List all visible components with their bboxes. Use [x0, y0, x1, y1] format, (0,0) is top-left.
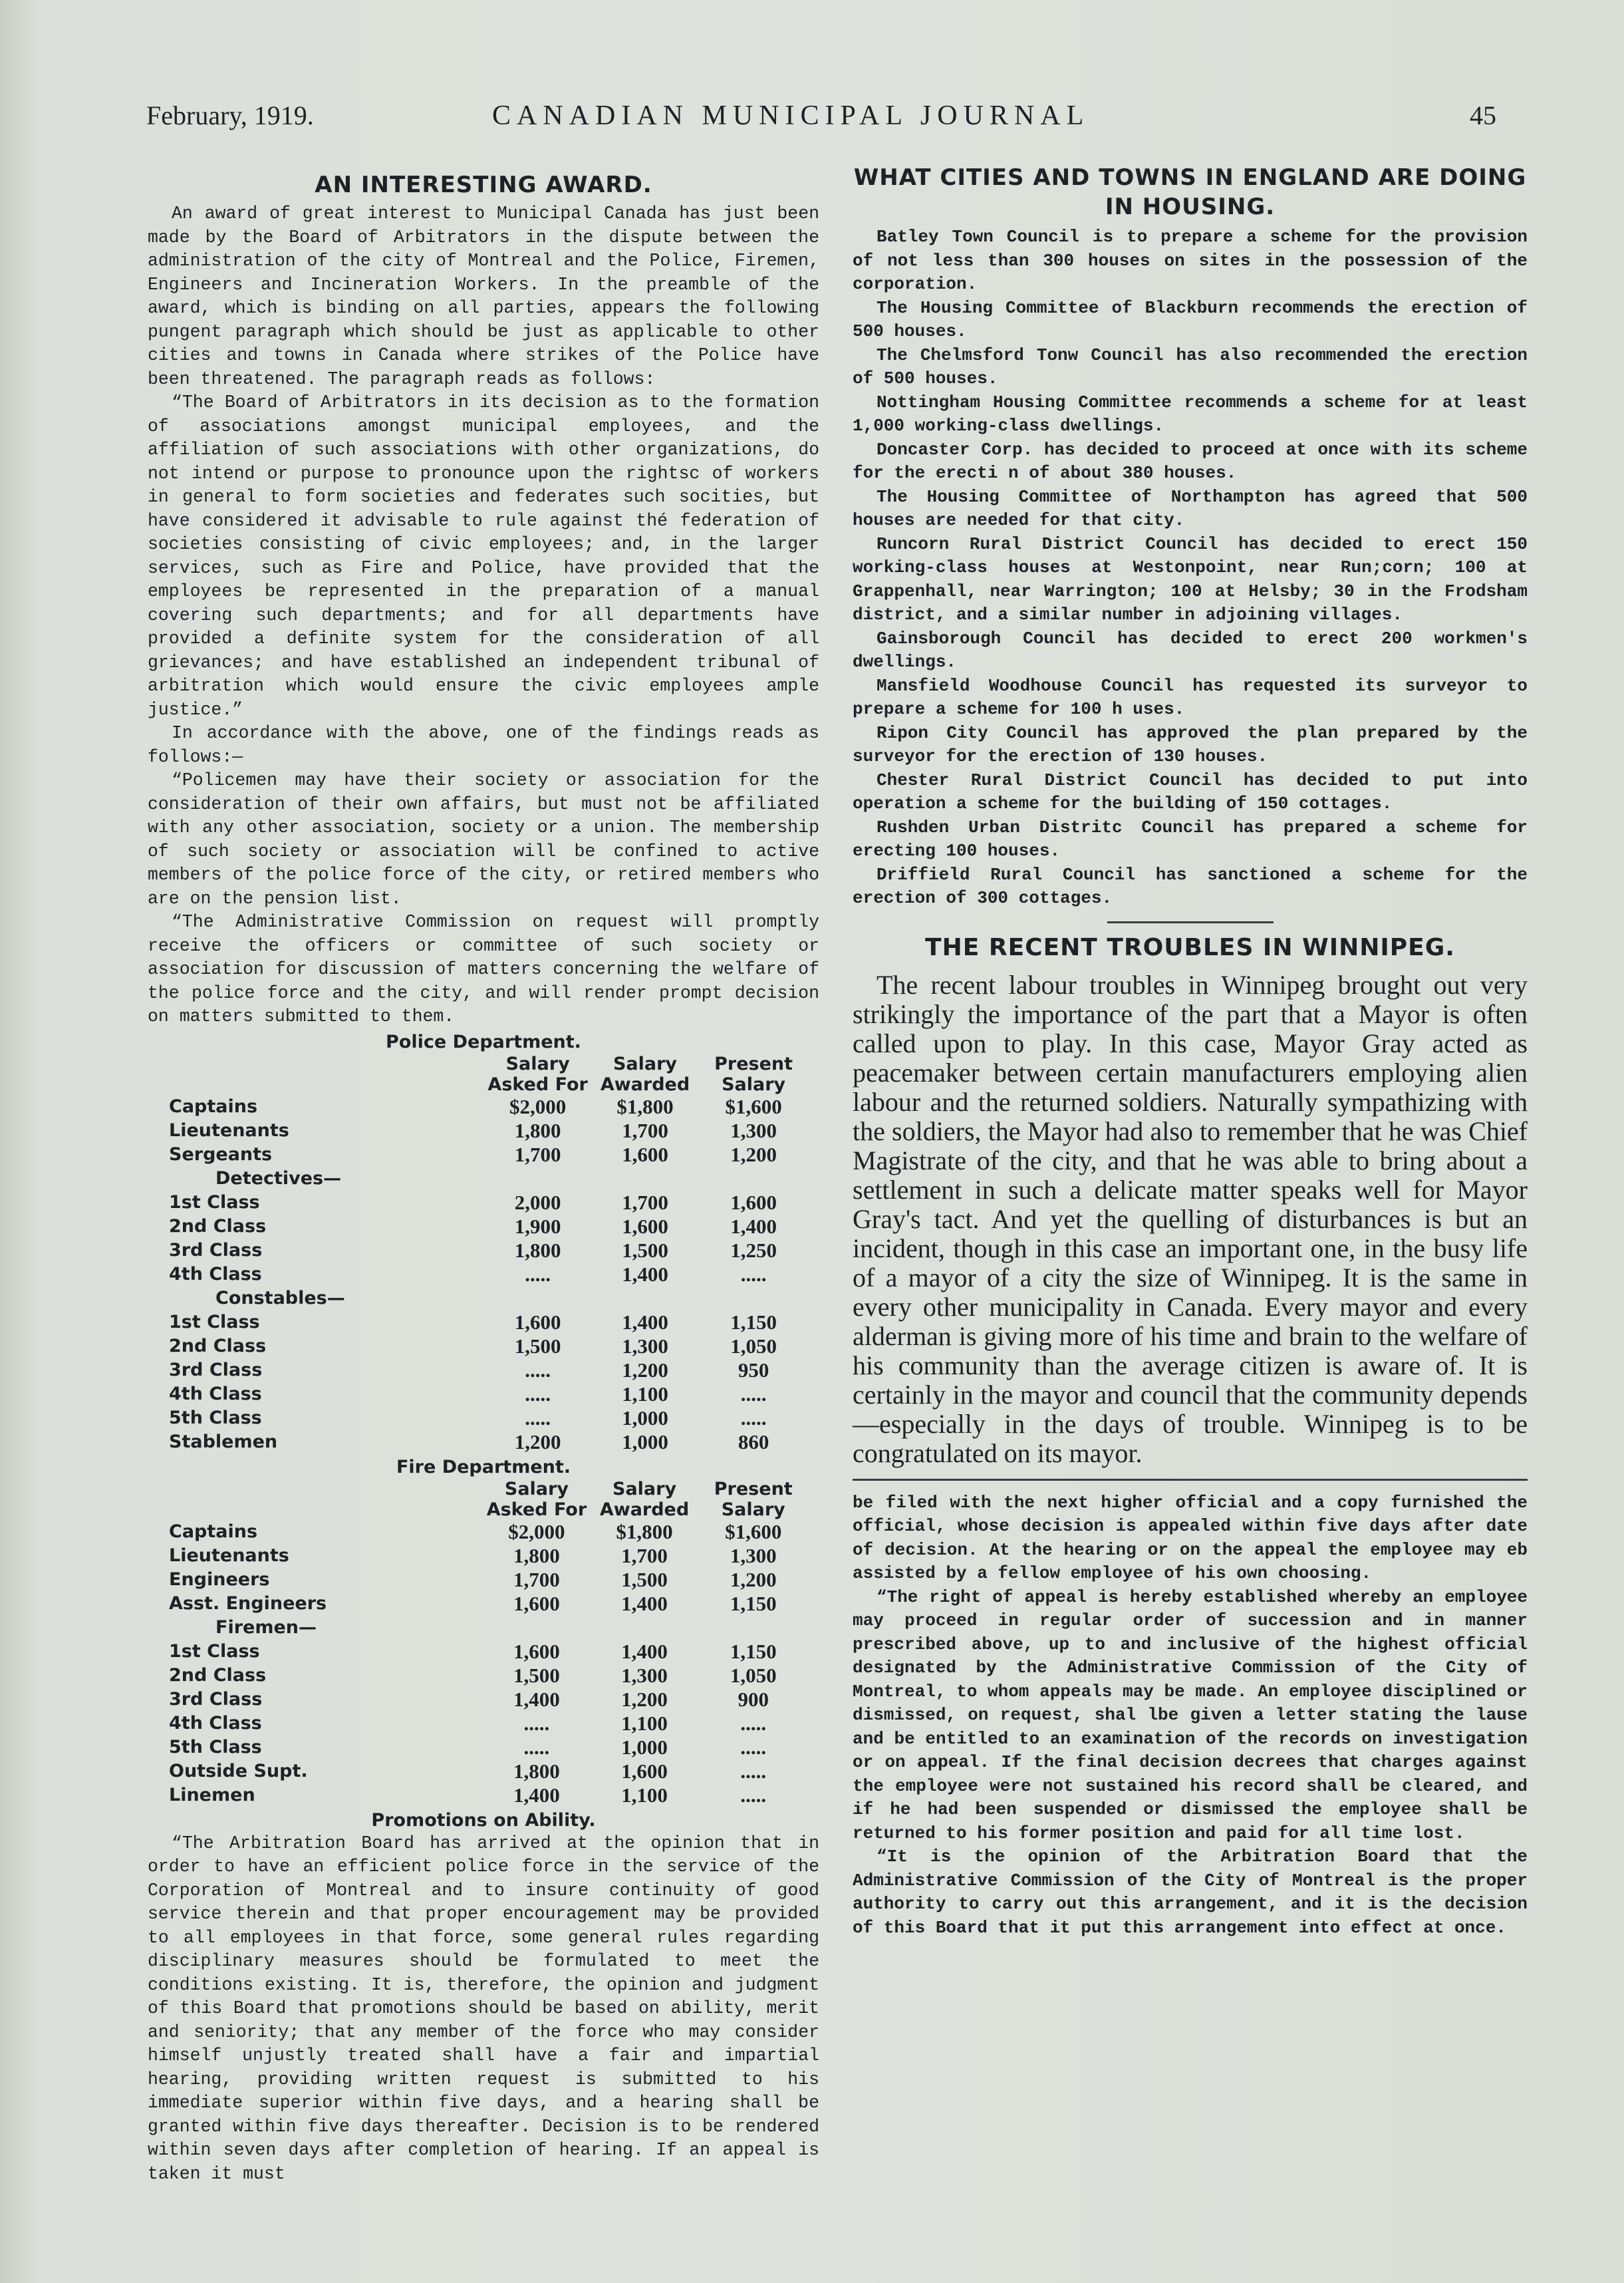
salary-present: 1,300: [730, 1543, 777, 1567]
salary-asked: .....: [525, 1382, 551, 1406]
rank-label: Detectives—: [215, 1168, 342, 1189]
salary-asked: 1,400: [513, 1783, 560, 1807]
salary-asked: 1,800: [514, 1118, 561, 1142]
salary-awarded: 1,500: [621, 1567, 668, 1591]
table-row: [169, 1191, 807, 1215]
promotions-heading: Promotions on Ability.: [371, 1809, 596, 1831]
housing-item: Mansfield Woodhouse Council has requested its surveyor to prepare a scheme for 100 h uses.: [853, 675, 1528, 719]
salary-present: .....: [740, 1382, 767, 1406]
salary-asked: .....: [525, 1406, 551, 1430]
salary-awarded: 1,100: [621, 1783, 668, 1807]
salary-awarded: 1,400: [621, 1639, 668, 1663]
award-intro: An award of great interest to Municipal Canada has just been made by the Board of Arbitrators in the dispute between the administration of the city of Montreal and the Police, Firemen, Engineers and Incineration Workers. In the preamble of the award, which is binding on all parties, appears the following pungent paragraph which should be just as applicable to other cities and towns in Canada where strikes of the Police have been threatened. The paragraph reads as follows:: [148, 204, 819, 389]
salary-asked: .....: [523, 1711, 550, 1735]
table-row: [169, 1520, 807, 1544]
salary-awarded: 1,300: [622, 1334, 668, 1358]
table-row: [169, 1616, 807, 1640]
salary-awarded: 1,700: [622, 1190, 668, 1214]
table-row: [169, 1430, 807, 1454]
salary-present: 1,050: [730, 1334, 777, 1358]
salary-awarded: [590, 1616, 700, 1640]
continuation-p3: “It is the opinion of the Arbitration Board that the Administrative Commission of the City of Montreal is the proper authority to carry out this arrangement, and it is the decision of this Board that it put this arrangement into effect at once.: [853, 1847, 1528, 1938]
salary-present: [700, 1287, 807, 1310]
rank-label: 2nd Class: [169, 1665, 267, 1686]
salary-awarded: 1,400: [622, 1310, 668, 1334]
award-commission: “The Administrative Commission on request will promptly receive the officers or committee of such society or association for discussion of matters concerning the welfare of the police force and the city, and will render prompt decision on matters submitted to them.: [148, 912, 819, 1026]
table-row: [169, 1382, 807, 1406]
housing-item: Doncaster Corp. has decided to proceed at once with its scheme for the erecti n of about 380 houses.: [853, 439, 1528, 483]
salary-awarded: 1,600: [622, 1142, 668, 1166]
salary-present: 860: [738, 1430, 769, 1453]
salary-awarded: 1,500: [622, 1238, 668, 1262]
housing-item: The Housing Committee of Northampton has agreed that 500 houses are needed for that city.: [853, 486, 1528, 530]
salary-asked: 1,700: [514, 1142, 561, 1166]
salary-awarded: [591, 1167, 700, 1191]
rank-label: 1st Class: [169, 1312, 260, 1332]
rank-label: 4th Class: [169, 1713, 262, 1734]
table-row: [169, 1095, 807, 1119]
housing-item: Driffield Rural Council has sanctioned a scheme for the erection of 300 cottages.: [853, 864, 1528, 908]
salary-present: 1,150: [730, 1591, 777, 1615]
table-row: [169, 1406, 807, 1430]
housing-title: WHAT CITIES AND TOWNS IN ENGLAND ARE DOING IN HOUSING.: [853, 164, 1527, 220]
award-policemen: “Policemen may have their society or association for the consideration of their own affairs, but must not be affiliated with any other association, society or a union. The membership of such society or association will be confined to active members of the police force of the city, or retired members who are on the pension list.: [148, 770, 819, 909]
salary-present: 1,200: [730, 1567, 777, 1591]
table-row: [169, 1334, 807, 1358]
left-column: [148, 172, 819, 2186]
award-title: AN INTERESTING AWARD.: [315, 172, 652, 198]
salary-awarded: $1,800: [616, 1094, 674, 1118]
col-asked: Salary Asked For: [486, 1478, 587, 1520]
salary-awarded: 1,200: [621, 1687, 668, 1711]
salary-present: 1,150: [730, 1639, 777, 1663]
rank-label: Stablemen: [169, 1432, 278, 1452]
table-row: [169, 1759, 807, 1783]
table-row: [169, 1358, 807, 1382]
housing-item: Rushden Urban Distritc Council has prepared a scheme for erecting 100 houses.: [853, 817, 1528, 861]
salary-awarded: 1,300: [621, 1663, 668, 1687]
salary-present: [699, 1616, 807, 1640]
table-row: [169, 1263, 807, 1287]
salary-asked: 1,600: [513, 1639, 560, 1663]
table-row: [169, 1783, 807, 1807]
salary-present: .....: [740, 1735, 767, 1759]
table-row: [169, 1143, 807, 1167]
housing-list: [853, 226, 1528, 911]
winnipeg-text: The recent labour troubles in Winnipeg brought out very strikingly the importance of the part that a Mayor is often called upon to play. In this case, Mayor Gray acted as peacemaker between certain manufacturers employing alien labour and the returned soldiers. Naturally sympathizing with the soldiers, the Mayor had also to remember that he was Chief Magistrate of the city, and that he was able to bring about a settlement in such a delicate matter speaks well for Mayor Gray's tact. And yet the quelling of disturbances is but an incident, though in this case an important one, in the busy life of a mayor of a city the size of Winnipeg. It is the same in every other municipality in Canada. Every mayor and every alderman is giving more of his time and brain to the welfare of his community than the average citizen is aware of. It is certainly in the mayor and council that the community depends—especially in the days of trouble. Winnipeg is to be congratulated on its mayor.: [853, 969, 1528, 1468]
rank-label: Captains: [169, 1521, 258, 1542]
table-row: [169, 1688, 807, 1712]
rank-label: 5th Class: [169, 1737, 262, 1757]
col-asked: Salary Asked For: [487, 1053, 588, 1095]
police-heading: Police Department.: [386, 1031, 581, 1052]
rank-label: 3rd Class: [169, 1689, 263, 1710]
table-row: [169, 1592, 807, 1616]
journal-title: CANADIAN MUNICIPAL JOURNAL: [492, 100, 1090, 131]
salary-awarded: 1,700: [621, 1543, 668, 1567]
rank-label: Sergeants: [169, 1144, 273, 1165]
salary-awarded: 1,600: [621, 1759, 668, 1783]
table-row: [169, 1119, 807, 1143]
table-row: [169, 1640, 807, 1664]
salary-awarded: 1,400: [622, 1262, 668, 1286]
housing-item: The Housing Committee of Blackburn recommends the erection of 500 houses.: [853, 297, 1528, 341]
page-number: 45: [1470, 100, 1496, 130]
police-salary-table: [169, 1054, 807, 1454]
salary-asked: .....: [525, 1358, 551, 1382]
salary-present: [700, 1167, 807, 1191]
table-row: [169, 1239, 807, 1263]
salary-present: .....: [740, 1783, 767, 1807]
rank-label: Lieutenants: [169, 1545, 289, 1566]
table-row: [169, 1664, 807, 1688]
salary-asked: 1,800: [513, 1759, 560, 1783]
col-awarded: Salary Awarded: [600, 1053, 690, 1095]
salary-awarded: 1,000: [621, 1735, 668, 1759]
salary-asked: .....: [523, 1735, 550, 1759]
housing-item: Ripon City Council has approved the plan prepared by the surveyor for the erection of 130 houses.: [853, 722, 1528, 766]
salary-present: .....: [740, 1262, 767, 1286]
winnipeg-title: THE RECENT TROUBLES IN WINNIPEG.: [925, 933, 1455, 961]
salary-awarded: 1,200: [622, 1358, 668, 1382]
table-row: [169, 1287, 807, 1310]
promotions-text: “The Arbitration Board has arrived at the opinion that in order to have an efficient police force in the service of the Corporation of Montreal and to insure continuity of good service therein and that proper encouragement may be provided to all employees in that force, some general rules regarding disciplinary measures should be formulated to meet the conditions existing. It is, therefore, the opinion and judgment of this Board that promotions should be based on ability, merit and seniority; that any member of the force who may consider himself unjustly treated shall have a fair and impartial hearing, providing written request is submitted to his immediate superior within five days, and a hearing shall be granted within five days thereafter. Decision is to be rendered within seven days after completion of hearing. If an appeal is taken it must: [148, 1833, 819, 2184]
page-header: [146, 100, 1496, 146]
housing-item: Runcorn Rural District Council has decided to erect 150 working-class houses at Westonpoint, near Run;corn; 100 at Grappenhall, near Warrington; 100 at Helsby; 30 in the Frodsham district, and a similar number in adjoining villages.: [853, 533, 1528, 625]
salary-awarded: 1,000: [622, 1406, 668, 1430]
issue-date: February, 1919.: [146, 100, 314, 130]
rank-label: 3rd Class: [169, 1360, 263, 1380]
salary-asked: $2,000: [509, 1094, 567, 1118]
salary-asked: 2,000: [514, 1190, 561, 1214]
rank-label: 5th Class: [169, 1408, 262, 1428]
salary-asked: 1,700: [513, 1567, 560, 1591]
continuation-p2: “The right of appeal is hereby established whereby an employee may proceed in regular order of succession and in manner prescribed above, up to and inclusive of the highest official designated by the Administrative Commission of the City of Montreal, to whom appeals may be made. An employee disciplined or dismissed, on request, shal lbe given a letter stating the lause and be entitled to an examination of the records on investigation or on appeal. If the final decision decrees that charges against the employee were not sustained his record shall be cleared, and if he had been suspended or dismissed the employee shall be returned to his former position and paid for all time lost.: [853, 1587, 1528, 1843]
salary-awarded: 1,700: [622, 1118, 668, 1142]
salary-asked: [485, 1167, 590, 1191]
table-row: [169, 1568, 807, 1592]
salary-present: 900: [738, 1687, 769, 1711]
salary-awarded: [591, 1287, 700, 1310]
salary-present: 950: [738, 1358, 769, 1382]
salary-asked: 1,800: [513, 1543, 560, 1567]
rank-label: 2nd Class: [169, 1336, 267, 1356]
salary-present: .....: [740, 1711, 767, 1735]
housing-item: Batley Town Council is to prepare a scheme for the provision of not less than 300 houses on sites in the possession of the corporation.: [853, 227, 1528, 294]
award-accordance: In accordance with the above, one of the findings reads as follows:—: [148, 723, 819, 767]
continuation-p1: be filed with the next higher official and a copy furnished the official, whose decision is appealed within five days after date of decision. At the hearing or on the appeal the employee may eb assisted by a fellow employee of his own choosing.: [853, 1492, 1528, 1583]
salary-asked: 1,500: [514, 1334, 561, 1358]
salary-awarded: 1,100: [621, 1711, 668, 1735]
salary-present: 1,300: [730, 1118, 777, 1142]
rank-label: Asst. Engineers: [169, 1593, 327, 1614]
table-row: [169, 1215, 807, 1239]
salary-awarded: $1,800: [616, 1519, 673, 1543]
table-row: [169, 1310, 807, 1334]
salary-present: 1,200: [730, 1142, 777, 1166]
rank-label: Outside Supt.: [169, 1761, 308, 1781]
rank-label: 4th Class: [169, 1384, 262, 1404]
salary-present: $1,600: [725, 1519, 782, 1543]
salary-present: 1,250: [730, 1238, 777, 1262]
table-header: [169, 1479, 807, 1520]
salary-present: 1,150: [730, 1310, 777, 1334]
divider: [1107, 921, 1274, 923]
salary-asked: [485, 1287, 590, 1310]
salary-awarded: 1,400: [621, 1591, 668, 1615]
salary-present: 1,600: [730, 1190, 777, 1214]
divider: [853, 1479, 1528, 1481]
salary-asked: 1,600: [513, 1591, 560, 1615]
salary-awarded: 1,600: [622, 1214, 668, 1238]
salary-asked: 1,900: [514, 1214, 561, 1238]
table-row: [169, 1736, 807, 1759]
salary-asked: .....: [525, 1262, 551, 1286]
col-present: Present Salary: [714, 1478, 793, 1520]
rank-label: Lieutenants: [169, 1120, 289, 1141]
salary-asked: 1,800: [514, 1238, 561, 1262]
rank-label: 4th Class: [169, 1264, 262, 1285]
salary-asked: 1,400: [513, 1687, 560, 1711]
rank-label: 3rd Class: [169, 1240, 263, 1261]
award-quote: “The Board of Arbitrators in its decision as to the formation of associations amongst municipal employees, and the affiliation of such associations with other organizations, do not intend or purpose to pronounce upon the rightsc of workers in general to form societies and federates such socities, but have considered it advisable to rule against thé federation of societies consisting of civic employees; and, in the larger services, such as Fire and Police, have provided that the employees be represented in the preparation of a manual covering such departments; and for all departments have provided a definite system for the consideration of all grievances; and have established an independent tribunal of arbitration which would ensure the civic employees ample justice.”: [148, 392, 819, 720]
fire-heading: Fire Department.: [396, 1456, 571, 1477]
salary-asked: 1,200: [514, 1430, 561, 1453]
table-header: [169, 1054, 807, 1095]
table-row: [169, 1544, 807, 1568]
rank-label: 1st Class: [169, 1192, 260, 1213]
salary-present: .....: [740, 1759, 767, 1783]
rank-label: Captains: [169, 1096, 258, 1117]
rank-label: Engineers: [169, 1569, 270, 1590]
salary-asked: [483, 1616, 589, 1640]
rank-label: 2nd Class: [169, 1216, 267, 1237]
col-present: Present Salary: [714, 1053, 793, 1095]
housing-item: Chester Rural District Council has decided to put into operation a scheme for the building of 150 cottages.: [853, 770, 1528, 814]
housing-item: Nottingham Housing Committee recommends a scheme for at least 1,000 working-class dwellings.: [853, 392, 1528, 436]
salary-awarded: 1,100: [622, 1382, 668, 1406]
salary-asked: 1,600: [514, 1310, 561, 1334]
salary-asked: 1,500: [513, 1663, 560, 1687]
table-row: [169, 1712, 807, 1736]
rank-label: Constables—: [215, 1288, 345, 1308]
table-row: [169, 1167, 807, 1191]
salary-awarded: 1,000: [622, 1430, 668, 1453]
housing-item: Gainsborough Council has decided to erect 200 workmen's dwellings.: [853, 628, 1528, 672]
salary-asked: $2,000: [508, 1519, 565, 1543]
rank-label: Linemen: [169, 1785, 255, 1805]
housing-item: The Chelmsford Tonw Council has also recommended the erection of 500 houses.: [853, 345, 1528, 388]
salary-present: 1,400: [730, 1214, 777, 1238]
salary-present: $1,600: [725, 1094, 782, 1118]
col-awarded: Salary Awarded: [599, 1478, 690, 1520]
salary-present: 1,050: [730, 1663, 777, 1687]
rank-label: Firemen—: [215, 1617, 317, 1638]
rank-label: 1st Class: [169, 1641, 260, 1662]
fire-salary-table: [169, 1479, 807, 1807]
salary-present: .....: [740, 1406, 767, 1430]
right-column: [853, 163, 1528, 1940]
